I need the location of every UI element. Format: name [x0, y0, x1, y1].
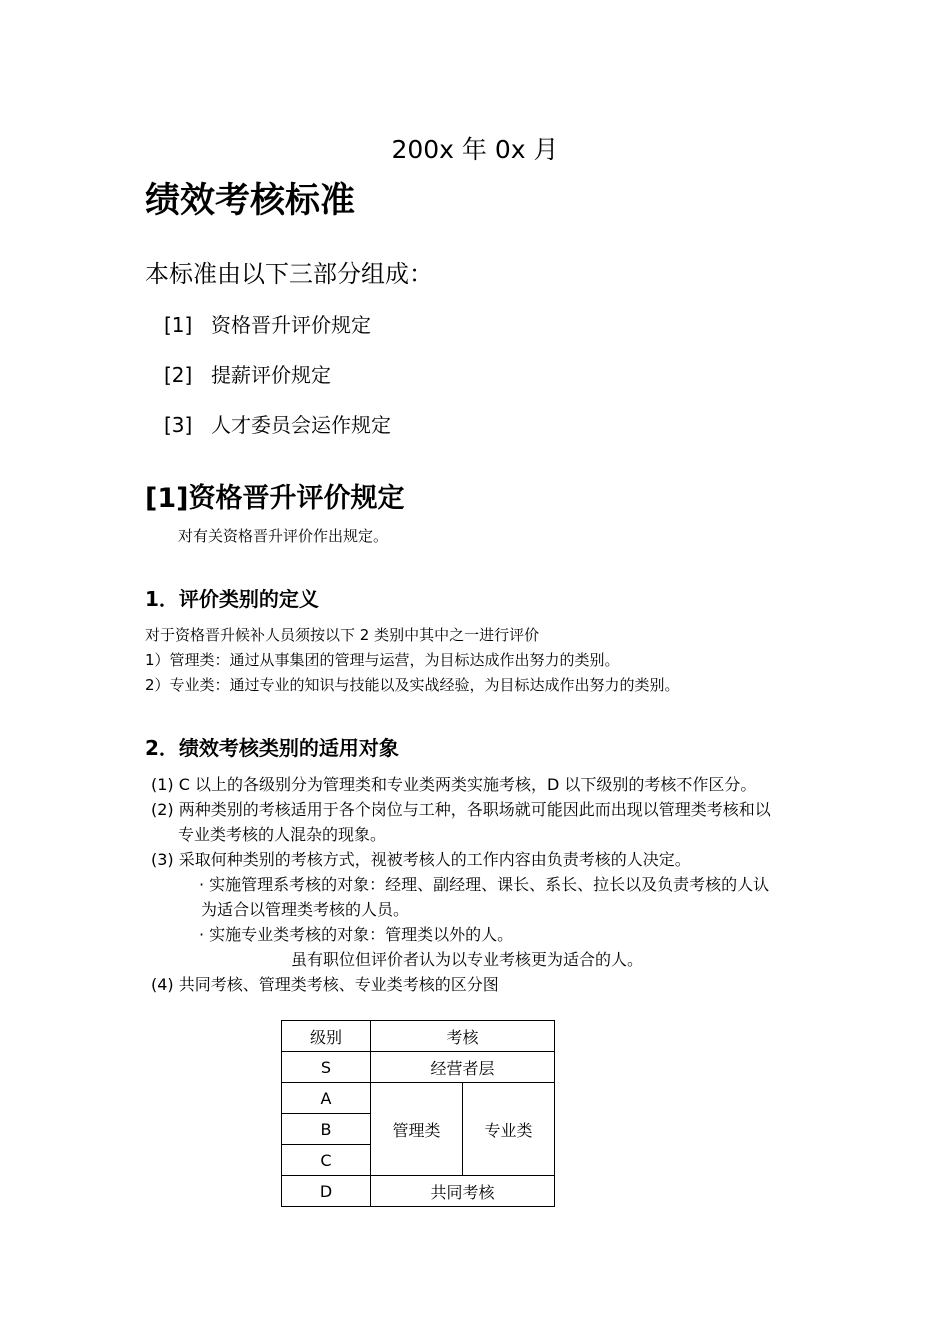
list-item: (2) 两种类别的考核适用于各个岗位与工种，各职场就可能因此而出现以管理类考核和以 [151, 800, 771, 819]
toc-number-3: [3] [164, 413, 193, 437]
paragraph-line: 1）管理类：通过从事集团的管理与运营，为目标达成作出努力的类别。 [145, 651, 620, 669]
assessment-category-table [281, 1020, 555, 1207]
table-row [282, 1052, 555, 1083]
toc-item-3: 人才委员会运作规定 [211, 413, 391, 437]
table-header-row [282, 1021, 555, 1052]
subsection-heading-1: 1．评价类别的定义 [145, 587, 319, 611]
level-cell: B [282, 1114, 371, 1145]
management-cell: 管理类 [371, 1083, 463, 1176]
header-level: 级别 [282, 1021, 371, 1052]
section-description: 对有关资格晋升评价作出规定。 [178, 527, 389, 545]
level-cell: A [282, 1083, 371, 1114]
section-heading: [1]资格晋升评价规定 [145, 483, 405, 514]
list-item: (4) 共同考核、管理类考核、专业类考核的区分图 [151, 975, 499, 994]
paragraph-line: 2）专业类：通过专业的知识与技能以及实战经验，为目标达成作出努力的类别。 [145, 676, 680, 694]
document-date: 200x 年 0x 月 [391, 135, 559, 164]
bullet-item-continuation: 虽有职位但评价者认为以专业考核更为适合的人。 [291, 950, 644, 969]
bullet-item: · 实施管理系考核的对象：经理、副经理、课长、系长、拉长以及负责考核的人认 [199, 875, 770, 894]
professional-cell: 专业类 [463, 1083, 555, 1176]
header-assessment: 考核 [371, 1021, 555, 1052]
subsection-heading-2: 2．绩效考核类别的适用对象 [145, 736, 399, 760]
toc-item-2: 提薪评价规定 [211, 363, 331, 387]
table-row [282, 1083, 555, 1114]
table-row [282, 1176, 555, 1207]
toc-number-1: [1] [164, 313, 193, 337]
level-cell: S [282, 1052, 371, 1083]
paragraph-line: 对于资格晋升候补人员须按以下 2 类别中其中之一进行评价 [145, 626, 540, 644]
list-item: (3) 采取何种类别的考核方式，视被考核人的工作内容由负责考核的人决定。 [151, 850, 691, 869]
list-item-continuation: 专业类考核的人混杂的现象。 [178, 825, 387, 844]
toc-number-2: [2] [164, 363, 193, 387]
document-title: 绩效考核标准 [145, 181, 356, 221]
bullet-item-continuation: 为适合以管理类考核的人员。 [201, 900, 410, 919]
assessment-cell: 共同考核 [371, 1176, 555, 1207]
toc-item-1: 资格晋升评价规定 [211, 313, 371, 337]
list-item: (1) C 以上的各级别分为管理类和专业类两类实施考核，D 以下级别的考核不作区分。 [151, 775, 757, 794]
level-cell: D [282, 1176, 371, 1207]
bullet-item: · 实施专业类考核的对象：管理类以外的人。 [199, 925, 514, 944]
level-cell: C [282, 1145, 371, 1176]
assessment-cell: 经营者层 [371, 1052, 555, 1083]
intro-text: 本标准由以下三部分组成： [145, 260, 433, 288]
